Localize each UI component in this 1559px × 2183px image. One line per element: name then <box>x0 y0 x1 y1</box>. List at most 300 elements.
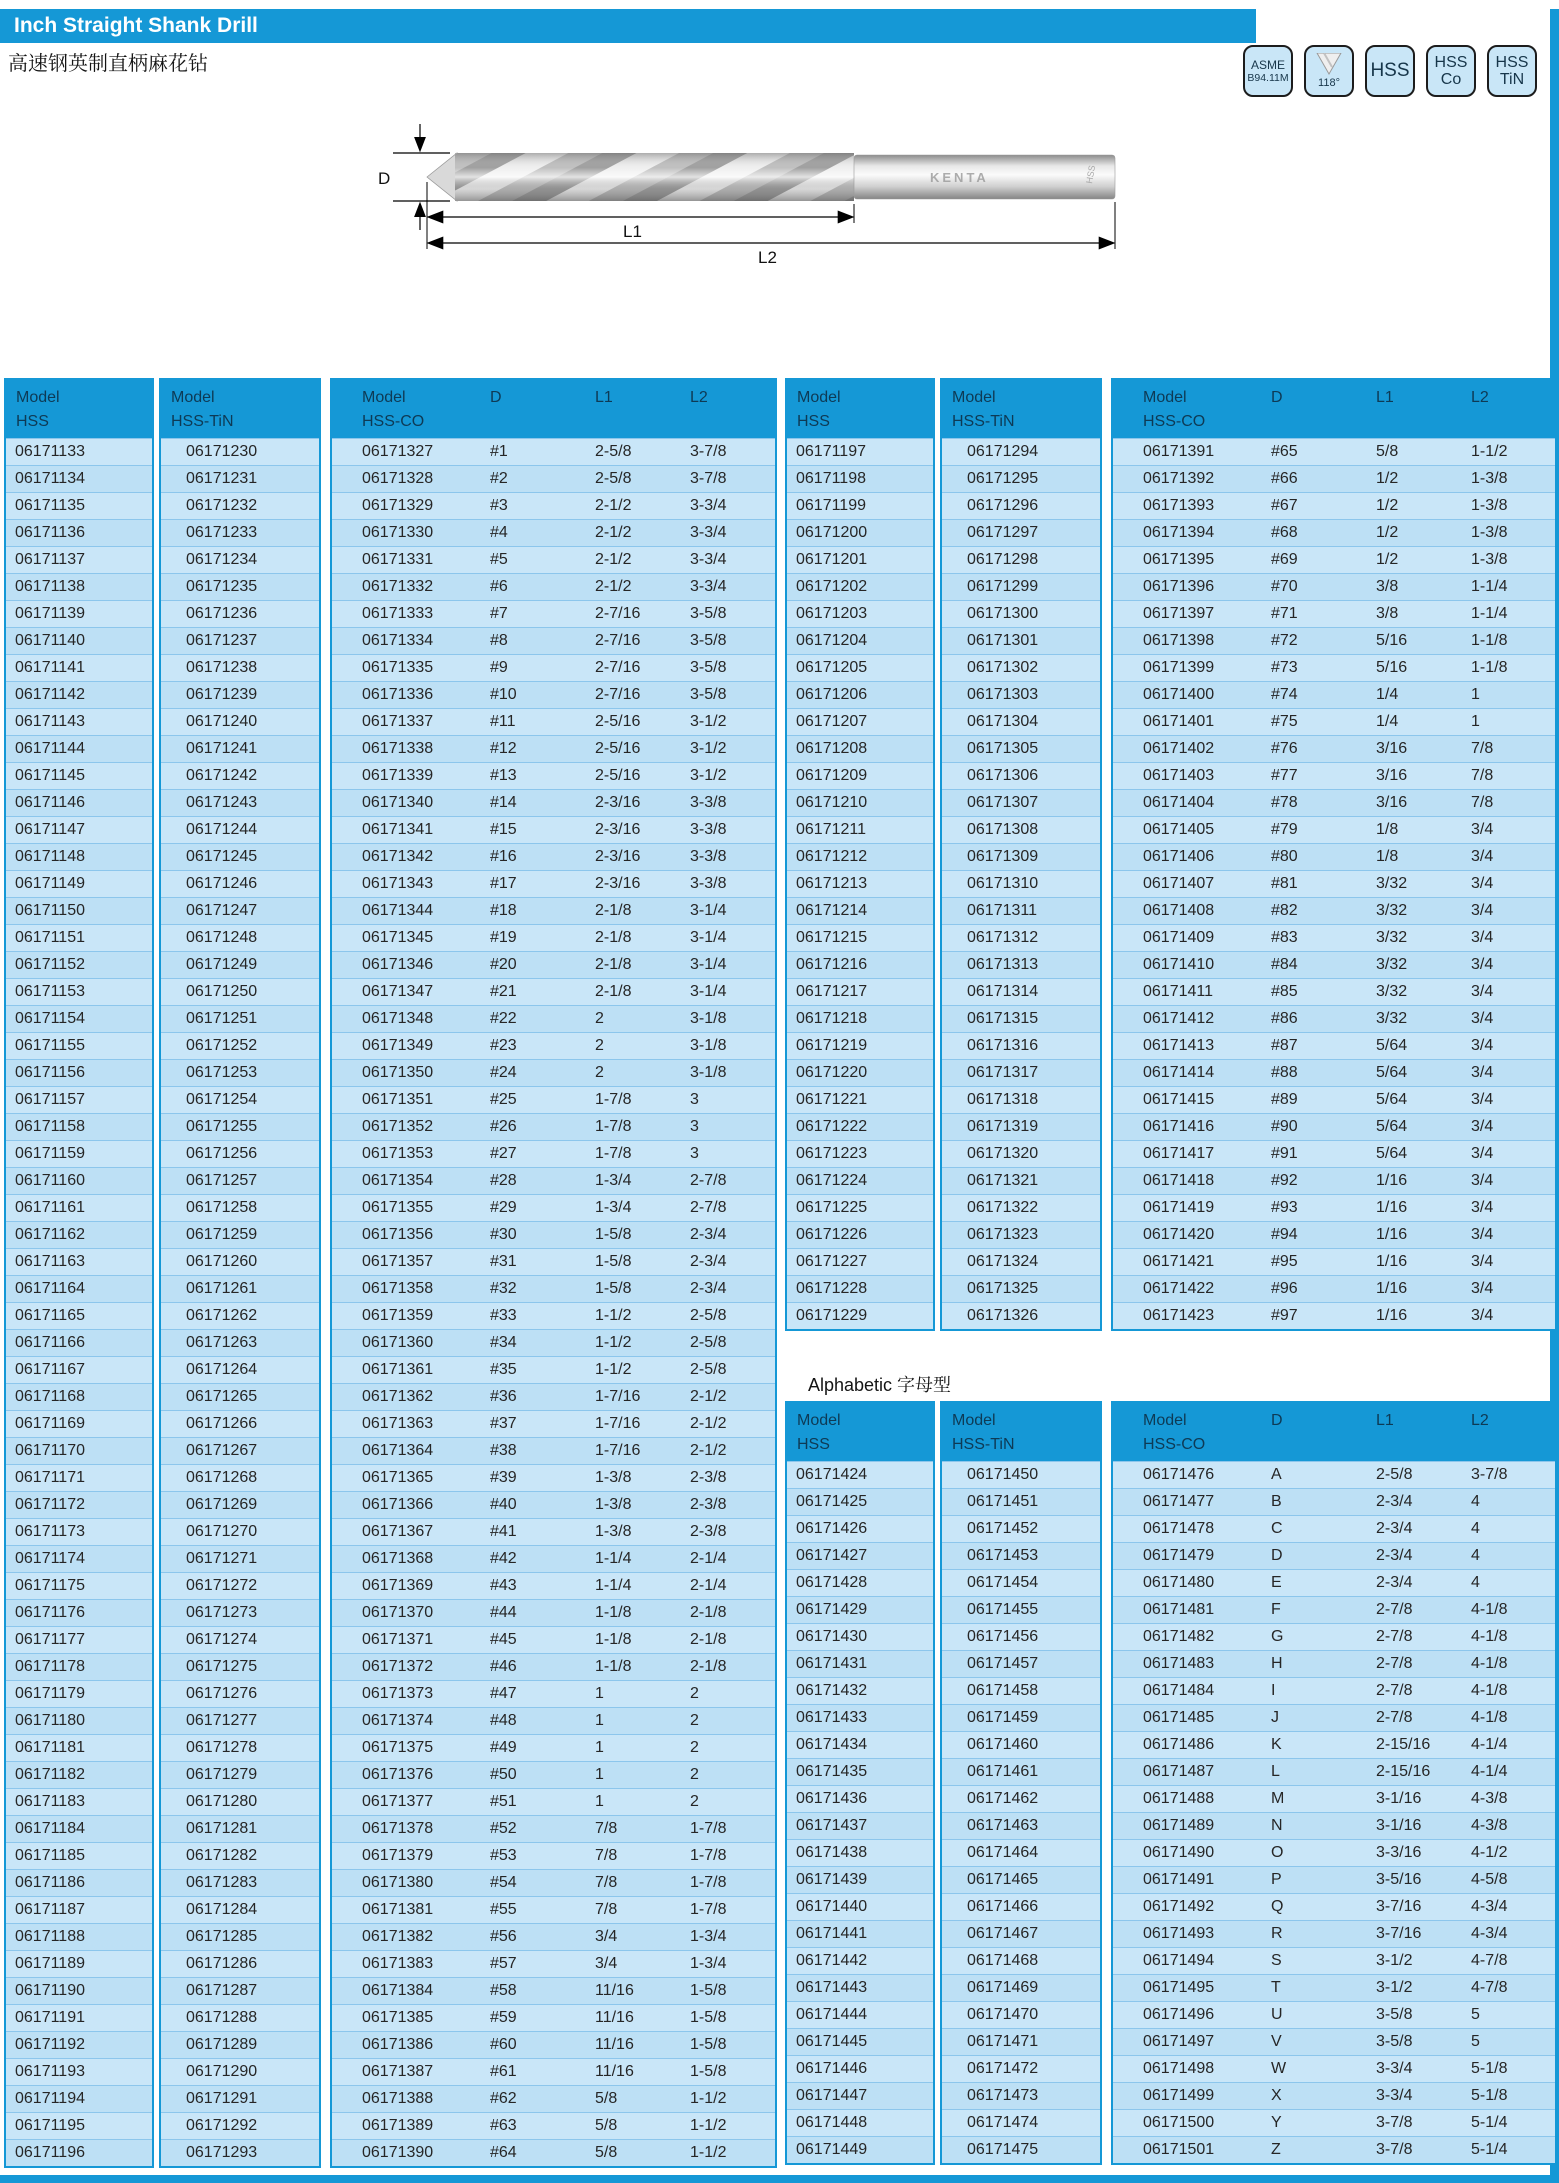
l2-cell: 2-1/2 <box>690 1415 727 1432</box>
drill-tip <box>427 153 457 201</box>
d-cell: #14 <box>490 794 517 811</box>
table-row <box>1113 1461 1555 1488</box>
hss-model-cell: 06171442 <box>787 1947 933 1974</box>
hss-tin-column-header <box>942 1403 1100 1461</box>
hss-co-model-cell: 06171345 <box>362 929 434 946</box>
l1-cell: 2-7/8 <box>1376 1709 1413 1726</box>
hss-co-column-header <box>1113 380 1555 438</box>
hss-model-cell: 06171222 <box>787 1113 933 1140</box>
hss-co-model-cell: 06171357 <box>362 1253 434 1270</box>
hss-co-model-cell: 06171330 <box>362 524 434 541</box>
hss-model-cell: 06171437 <box>787 1812 933 1839</box>
hss-model-cell: 06171429 <box>787 1596 933 1623</box>
spec-badges <box>1243 45 1537 97</box>
hss-tin-model-subtable <box>940 378 1102 1331</box>
l2-cell: 3/4 <box>1471 1253 1494 1270</box>
d-cell: #38 <box>490 1442 517 1459</box>
hss-co-model-cell: 06171376 <box>362 1766 434 1783</box>
hss-tin-model-cell: 06171253 <box>161 1059 319 1086</box>
header-hss-label: HSS <box>797 413 830 430</box>
l2-cell: 2-7/8 <box>690 1199 727 1216</box>
table-row <box>1113 1167 1555 1194</box>
d-cell: #4 <box>490 524 508 541</box>
hss-co-model-cell: 06171497 <box>1143 2033 1215 2050</box>
hss-co-model-cell: 06171495 <box>1143 1979 1215 1996</box>
hss-model-cell: 06171168 <box>6 1383 152 1410</box>
badge-label: ASME <box>1250 57 1285 72</box>
hss-co-model-cell: 06171342 <box>362 848 434 865</box>
alphabetic-table <box>785 1401 1557 2165</box>
hss-model-cell: 06171205 <box>787 654 933 681</box>
table-row <box>1113 762 1555 789</box>
l1-cell: 2-3/16 <box>595 848 641 865</box>
hss-co-model-cell: 06171492 <box>1143 1898 1215 1915</box>
table-row <box>332 1869 775 1896</box>
d-cell: #80 <box>1271 848 1298 865</box>
l1-cell: 1-3/8 <box>595 1523 632 1540</box>
d-cell: #89 <box>1271 1091 1298 1108</box>
hss-model-cell: 06171164 <box>6 1275 152 1302</box>
l1-cell: 3/32 <box>1376 983 1408 1000</box>
l1-cell: 2-1/2 <box>595 497 632 514</box>
drill-diagram <box>370 118 1130 283</box>
hss-co-model-cell: 06171375 <box>362 1739 434 1756</box>
hss-model-cell: 06171134 <box>6 465 152 492</box>
l1-cell: 2 <box>595 1010 604 1027</box>
d-cell: #70 <box>1271 578 1298 595</box>
hss-tin-model-cell: 06171322 <box>942 1194 1100 1221</box>
l2-cell: 1-5/8 <box>690 1982 727 1999</box>
table-row <box>332 1167 775 1194</box>
d-cell: #10 <box>490 686 517 703</box>
l1-cell: 2-5/8 <box>595 443 632 460</box>
d-cell: T <box>1271 1979 1281 1996</box>
badge-label: HSS <box>1370 60 1410 81</box>
hss-model-cell: 06171215 <box>787 924 933 951</box>
table-row <box>1113 438 1555 465</box>
hss-model-cell: 06171137 <box>6 546 152 573</box>
table-row <box>332 1545 775 1572</box>
l2-cell: 1-1/2 <box>690 2144 727 2161</box>
l1-cell: 2-5/8 <box>595 470 632 487</box>
table-row <box>1113 1785 1555 1812</box>
table-row <box>332 1842 775 1869</box>
hss-tin-model-cell: 06171294 <box>942 438 1100 465</box>
hss-tin-model-cell: 06171315 <box>942 1005 1100 1032</box>
l1-cell: 3-7/8 <box>1376 2114 1413 2131</box>
l2-cell: 3-3/8 <box>690 821 727 838</box>
hss-co-model-cell: 06171360 <box>362 1334 434 1351</box>
hss-co-model-cell: 06171359 <box>362 1307 434 1324</box>
hss-tin-model-cell: 06171473 <box>942 2082 1100 2109</box>
hss-co-model-cell: 06171409 <box>1143 929 1215 946</box>
hss-model-cell: 06171174 <box>6 1545 152 1572</box>
hss-co-model-cell: 06171398 <box>1143 632 1215 649</box>
hss-tin-model-cell: 06171302 <box>942 654 1100 681</box>
table-row <box>332 762 775 789</box>
l1-cell: 3-3/16 <box>1376 1844 1422 1861</box>
hss-co-model-cell: 06171423 <box>1143 1307 1215 1324</box>
table-row <box>1113 1947 1555 1974</box>
header-hss-label: HSS <box>16 413 49 430</box>
table-row <box>1113 1194 1555 1221</box>
table-row <box>1113 1248 1555 1275</box>
hss-tin-model-cell: 06171242 <box>161 762 319 789</box>
table-row <box>1113 1812 1555 1839</box>
d-cell: #59 <box>490 2009 517 2026</box>
d-cell: X <box>1271 2087 1282 2104</box>
table-row <box>1113 2136 1555 2163</box>
l1-cell: 2 <box>595 1064 604 1081</box>
hss-model-cell: 06171155 <box>6 1032 152 1059</box>
hss-model-cell: 06171180 <box>6 1707 152 1734</box>
l2-cell: 1-5/8 <box>690 2009 727 2026</box>
hss-tin-model-cell: 06171282 <box>161 1842 319 1869</box>
d-cell: #60 <box>490 2036 517 2053</box>
header-l2-label: L2 <box>690 389 708 406</box>
header-hss-co-label: HSS-CO <box>362 413 425 430</box>
header-d-label: D <box>1271 389 1283 406</box>
l1-cell: 3-1/16 <box>1376 1790 1422 1807</box>
header-hss-tin-label: HSS-TiN <box>952 1436 1015 1453</box>
l2-cell: 3/4 <box>1471 821 1494 838</box>
hss-co-model-cell: 06171501 <box>1143 2141 1215 2158</box>
l1-cell: 1-3/4 <box>595 1199 632 1216</box>
l2-cell: 2-3/4 <box>690 1226 727 1243</box>
hss-tin-model-cell: 06171263 <box>161 1329 319 1356</box>
l2-cell: 2-1/8 <box>690 1631 727 1648</box>
d-cell: F <box>1271 1601 1281 1618</box>
hss-model-cell: 06171229 <box>787 1302 933 1329</box>
table-row <box>332 978 775 1005</box>
hss-co-model-cell: 06171337 <box>362 713 434 730</box>
hss-tin-model-cell: 06171252 <box>161 1032 319 1059</box>
l1-cell: 1-5/8 <box>595 1280 632 1297</box>
header-hss-tin-label: HSS-TiN <box>952 413 1015 430</box>
point-angle-label: 118° <box>1318 77 1340 89</box>
l1-cell: 2-7/16 <box>595 686 641 703</box>
page-subtitle: 高速钢英制直柄麻花钻 <box>8 53 208 75</box>
header-model-label: Model <box>362 389 406 406</box>
hss-model-cell: 06171203 <box>787 600 933 627</box>
d-cell: #66 <box>1271 470 1298 487</box>
hss-model-cell: 06171152 <box>6 951 152 978</box>
hss-model-cell: 06171426 <box>787 1515 933 1542</box>
hss-co-model-cell: 06171488 <box>1143 1790 1215 1807</box>
l2-cell: 3/4 <box>1471 1226 1494 1243</box>
l1-cell: 3/8 <box>1376 605 1399 622</box>
d-cell: #6 <box>490 578 508 595</box>
d-cell: #40 <box>490 1496 517 1513</box>
hss-model-cell: 06171176 <box>6 1599 152 1626</box>
table-row <box>332 924 775 951</box>
hss-tin-model-cell: 06171240 <box>161 708 319 735</box>
hss-tin-model-cell: 06171468 <box>942 1947 1100 1974</box>
hss-tin-model-cell: 06171319 <box>942 1113 1100 1140</box>
hss-model-cell: 06171201 <box>787 546 933 573</box>
hss-co-model-cell: 06171389 <box>362 2117 434 2134</box>
header-hss-label: HSS <box>797 1436 830 1453</box>
l2-cell: 4 <box>1471 1520 1480 1537</box>
l2-cell: 4-3/8 <box>1471 1790 1508 1807</box>
hss-tin-model-cell: 06171287 <box>161 1977 319 2004</box>
page-title: Inch Straight Shank Drill <box>0 9 1256 43</box>
table-row <box>1113 519 1555 546</box>
d-cell: #30 <box>490 1226 517 1243</box>
table-row <box>332 1005 775 1032</box>
l1-cell: 2-5/16 <box>595 713 641 730</box>
d-cell: #54 <box>490 1874 517 1891</box>
l1-cell: 2-1/8 <box>595 956 632 973</box>
l2-cell: 1-3/4 <box>690 1955 727 1972</box>
d-cell: #7 <box>490 605 508 622</box>
d-cell: U <box>1271 2006 1283 2023</box>
table-row <box>332 2112 775 2139</box>
l2-cell: 3-1/2 <box>690 740 727 757</box>
table-row <box>332 1950 775 1977</box>
l2-cell: 3-1/4 <box>690 956 727 973</box>
l2-cell: 1-7/8 <box>690 1820 727 1837</box>
hss-tin-model-cell: 06171243 <box>161 789 319 816</box>
l2-cell: 3-3/8 <box>690 848 727 865</box>
hss-tin-model-cell: 06171475 <box>942 2136 1100 2163</box>
table-row <box>1113 1569 1555 1596</box>
d-cell: #31 <box>490 1253 517 1270</box>
l1-cell: 11/16 <box>595 2036 634 2053</box>
hss-model-cell: 06171138 <box>6 573 152 600</box>
l1-cell: 5/64 <box>1376 1145 1408 1162</box>
hss-co-model-cell: 06171487 <box>1143 1763 1215 1780</box>
l1-cell: 3/32 <box>1376 1010 1408 1027</box>
l1-cell: 1/16 <box>1376 1199 1408 1216</box>
d-cell: #74 <box>1271 686 1298 703</box>
l1-cell: 2-15/16 <box>1376 1736 1431 1753</box>
l1-cell: 3/32 <box>1376 875 1408 892</box>
hss-tin-model-cell: 06171462 <box>942 1785 1100 1812</box>
l2-cell: 3-1/2 <box>690 767 727 784</box>
hss-co-column-header <box>1113 1403 1555 1461</box>
d-cell: #45 <box>490 1631 517 1648</box>
hss-model-cell: 06171161 <box>6 1194 152 1221</box>
table-row <box>1113 1032 1555 1059</box>
hss-co-model-cell: 06171417 <box>1143 1145 1215 1162</box>
diagram-l2-label: L2 <box>758 248 777 267</box>
table-row <box>332 1140 775 1167</box>
table-row <box>332 2031 775 2058</box>
l1-cell: 2-5/16 <box>595 740 641 757</box>
table-row <box>332 816 775 843</box>
hss-tin-model-cell: 06171296 <box>942 492 1100 519</box>
l2-cell: 3/4 <box>1471 902 1494 919</box>
badge-point-angle <box>1304 45 1354 97</box>
l2-cell: 1-3/8 <box>1471 497 1508 514</box>
l2-cell: 3-5/8 <box>690 605 727 622</box>
hss-co-model-cell: 06171378 <box>362 1820 434 1837</box>
hss-co-model-cell: 06171408 <box>1143 902 1215 919</box>
hss-co-model-cell: 06171383 <box>362 1955 434 1972</box>
l1-cell: 1-1/4 <box>595 1577 632 1594</box>
l2-cell: 2 <box>690 1685 699 1702</box>
table-row <box>332 1707 775 1734</box>
hss-co-model-cell: 06171412 <box>1143 1010 1215 1027</box>
hss-co-model-cell: 06171419 <box>1143 1199 1215 1216</box>
d-cell: #65 <box>1271 443 1298 460</box>
table-row <box>332 1437 775 1464</box>
header-model-label: Model <box>952 1412 996 1429</box>
table-row <box>1113 1731 1555 1758</box>
hss-co-model-cell: 06171372 <box>362 1658 434 1675</box>
table-row <box>332 1194 775 1221</box>
hss-model-cell: 06171182 <box>6 1761 152 1788</box>
hss-co-model-cell: 06171367 <box>362 1523 434 1540</box>
l1-cell: 3/16 <box>1376 740 1408 757</box>
hss-tin-model-cell: 06171470 <box>942 2001 1100 2028</box>
table-row <box>332 573 775 600</box>
l1-cell: 2-3/4 <box>1376 1574 1413 1591</box>
d-cell: #36 <box>490 1388 517 1405</box>
hss-co-model-cell: 06171386 <box>362 2036 434 2053</box>
d-cell: #11 <box>490 713 516 730</box>
hss-co-model-cell: 06171499 <box>1143 2087 1215 2104</box>
hss-co-model-cell: 06171403 <box>1143 767 1215 784</box>
hss-co-model-cell: 06171410 <box>1143 956 1215 973</box>
d-cell: #48 <box>490 1712 517 1729</box>
l2-cell: 2 <box>690 1766 699 1783</box>
hss-tin-model-cell: 06171266 <box>161 1410 319 1437</box>
l1-cell: 1-7/16 <box>595 1388 641 1405</box>
l1-cell: 3-3/4 <box>1376 2060 1413 2077</box>
hss-model-cell: 06171211 <box>787 816 933 843</box>
d-cell: #93 <box>1271 1199 1298 1216</box>
hss-co-model-cell: 06171353 <box>362 1145 434 1162</box>
d-cell: #27 <box>490 1145 517 1162</box>
l1-cell: 3/4 <box>595 1955 618 1972</box>
l2-cell: 4-3/8 <box>1471 1817 1508 1834</box>
hss-co-model-cell: 06171347 <box>362 983 434 1000</box>
alphabetic-heading: Alphabetic 字母型 <box>808 1375 952 1395</box>
hss-model-cell: 06171430 <box>787 1623 933 1650</box>
hss-co-model-cell: 06171365 <box>362 1469 434 1486</box>
hss-model-cell: 06171160 <box>6 1167 152 1194</box>
hss-model-cell: 06171187 <box>6 1896 152 1923</box>
hss-tin-model-cell: 06171269 <box>161 1491 319 1518</box>
hss-tin-model-cell: 06171460 <box>942 1731 1100 1758</box>
l2-cell: 1-7/8 <box>690 1847 727 1864</box>
table-row <box>1113 1059 1555 1086</box>
l2-cell: 3-1/2 <box>690 713 727 730</box>
header-hss-co-label: HSS-CO <box>1143 413 1206 430</box>
hss-tin-model-cell: 06171280 <box>161 1788 319 1815</box>
d-cell: #91 <box>1271 1145 1298 1162</box>
hss-tin-model-cell: 06171304 <box>942 708 1100 735</box>
hss-model-cell: 06171197 <box>787 438 933 465</box>
hss-co-model-cell: 06171341 <box>362 821 434 838</box>
table-row <box>1113 1596 1555 1623</box>
l2-cell: 4 <box>1471 1574 1480 1591</box>
hss-model-cell: 06171425 <box>787 1488 933 1515</box>
d-cell: #29 <box>490 1199 517 1216</box>
hss-tin-model-cell: 06171281 <box>161 1815 319 1842</box>
hss-model-cell: 06171148 <box>6 843 152 870</box>
table-row <box>332 789 775 816</box>
hss-model-cell: 06171208 <box>787 735 933 762</box>
table-row <box>332 1599 775 1626</box>
l1-cell: 1/4 <box>1376 713 1399 730</box>
l1-cell: 1-5/8 <box>595 1226 632 1243</box>
l2-cell: 4-3/4 <box>1471 1898 1508 1915</box>
l2-cell: 3 <box>690 1145 699 1162</box>
l2-cell: 3-3/4 <box>690 524 727 541</box>
l2-cell: 2-1/8 <box>690 1604 727 1621</box>
hss-model-cell: 06171169 <box>6 1410 152 1437</box>
hss-co-model-cell: 06171388 <box>362 2090 434 2107</box>
l1-cell: 2-1/2 <box>595 551 632 568</box>
hss-co-model-cell: 06171377 <box>362 1793 434 1810</box>
table-row <box>332 1626 775 1653</box>
d-cell: M <box>1271 1790 1285 1807</box>
l1-cell: 5/64 <box>1376 1037 1408 1054</box>
d-cell: V <box>1271 2033 1282 2050</box>
hss-tin-model-cell: 06171299 <box>942 573 1100 600</box>
hss-co-model-cell: 06171344 <box>362 902 434 919</box>
l1-cell: 3/32 <box>1376 902 1408 919</box>
table-row <box>1113 654 1555 681</box>
d-cell: W <box>1271 2060 1287 2077</box>
d-cell: #41 <box>490 1523 517 1540</box>
hss-model-cell: 06171226 <box>787 1221 933 1248</box>
table-row <box>332 654 775 681</box>
l2-cell: 2 <box>690 1712 699 1729</box>
l1-cell: 1-7/16 <box>595 1442 641 1459</box>
table-row <box>1113 735 1555 762</box>
table-row <box>1113 978 1555 1005</box>
l2-cell: 2-1/2 <box>690 1388 727 1405</box>
diagram-l1-label: L1 <box>623 222 642 241</box>
hss-tin-model-cell: 06171291 <box>161 2085 319 2112</box>
d-cell: #84 <box>1271 956 1298 973</box>
d-cell: #33 <box>490 1307 517 1324</box>
table-row <box>332 843 775 870</box>
hss-co-model-cell: 06171346 <box>362 956 434 973</box>
hss-tin-model-cell: 06171457 <box>942 1650 1100 1677</box>
l2-cell: 3-7/8 <box>690 443 727 460</box>
d-cell: #78 <box>1271 794 1298 811</box>
hss-co-model-cell: 06171379 <box>362 1847 434 1864</box>
hss-model-cell: 06171204 <box>787 627 933 654</box>
l1-cell: 1-1/4 <box>595 1550 632 1567</box>
d-cell: #64 <box>490 2144 517 2161</box>
hss-co-model-cell: 06171399 <box>1143 659 1215 676</box>
hss-co-model-cell: 06171405 <box>1143 821 1215 838</box>
table-row <box>1113 1086 1555 1113</box>
d-cell: S <box>1271 1952 1282 1969</box>
d-cell: #82 <box>1271 902 1298 919</box>
tables-left-column <box>4 378 777 2168</box>
l2-cell: 5 <box>1471 2033 1480 2050</box>
hss-co-model-cell: 06171422 <box>1143 1280 1215 1297</box>
hss-co-model-cell: 06171336 <box>362 686 434 703</box>
table-row <box>332 1356 775 1383</box>
hss-model-cell: 06171192 <box>6 2031 152 2058</box>
table-row <box>332 951 775 978</box>
table-row <box>332 897 775 924</box>
hss-co-model-cell: 06171333 <box>362 605 434 622</box>
hss-model-cell: 06171185 <box>6 1842 152 1869</box>
l2-cell: 2-1/8 <box>690 1658 727 1675</box>
hss-model-cell: 06171151 <box>6 924 152 951</box>
shank-brand-text: KENTA <box>930 170 989 185</box>
d-cell: #50 <box>490 1766 517 1783</box>
